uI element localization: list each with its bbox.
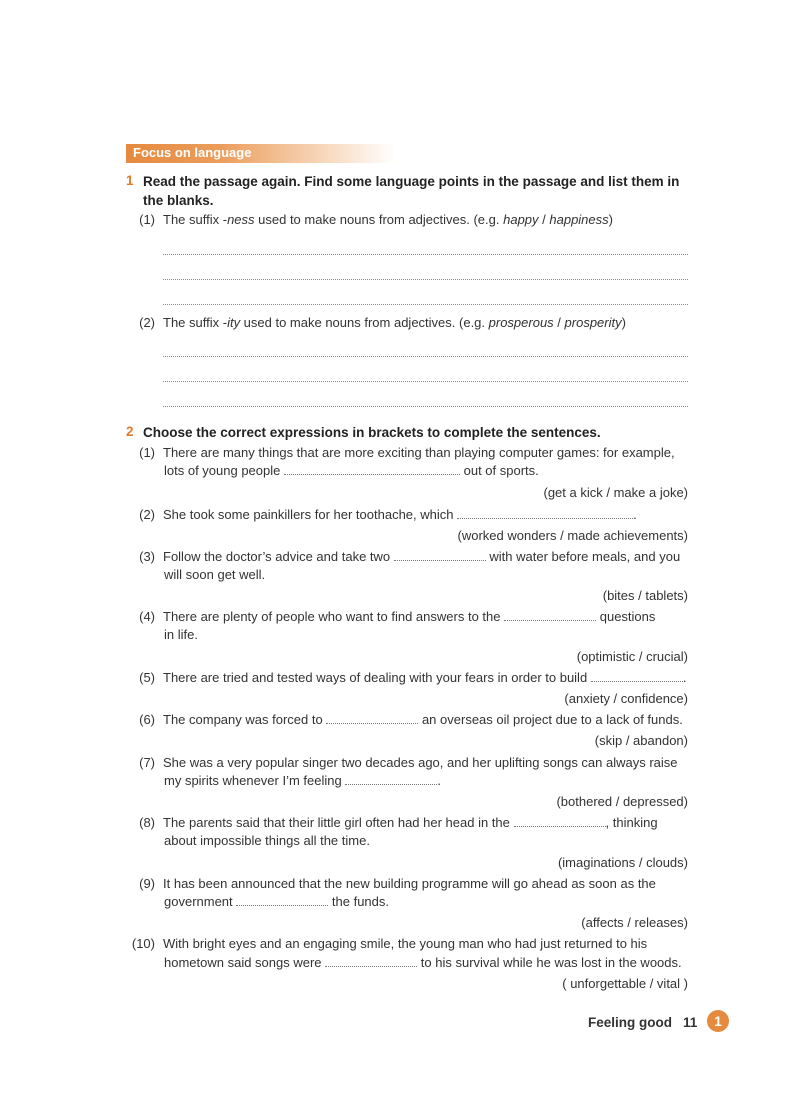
ex2-item-4-number: (4) (139, 609, 155, 624)
ex2-item-2-line1: She took some painkillers for her toothache, which . (163, 507, 637, 522)
ex2-item-7-line2: my spirits whenever I’m feeling . (164, 773, 441, 788)
ex2-item-1-line2: lots of young people out of sports. (164, 463, 539, 478)
ex2-item-5-line1: There are tried and tested ways of dealing with your fears in order to build . (163, 670, 687, 685)
ex2-item-3-number: (3) (139, 549, 155, 564)
answer-line[interactable] (163, 304, 688, 305)
ex2-item-7-number: (7) (139, 755, 155, 770)
ex2-item-7-options: (bothered / depressed) (556, 794, 688, 809)
unit-badge: 1 (707, 1010, 729, 1032)
answer-blank[interactable] (326, 712, 418, 724)
ex1-item-1-number: (1) (139, 212, 155, 227)
answer-line[interactable] (163, 279, 688, 280)
ex2-item-10-line2: hometown said songs were to his survival while he was lost in the woods. (164, 955, 682, 970)
ex2-item-9-line1: It has been announced that the new building programme will go ahead as soon as the (163, 876, 656, 891)
ex2-item-2-number: (2) (139, 507, 155, 522)
section-title: Focus on language (133, 145, 252, 160)
ex2-item-4-options: (optimistic / crucial) (576, 649, 688, 664)
ex2-item-9-number: (9) (139, 876, 155, 891)
ex2-item-10-number: (10) (131, 936, 155, 951)
ex2-item-6-line1: The company was forced to an overseas oil project due to a lack of funds. (163, 712, 683, 727)
ex2-item-10-line1: With bright eyes and an engaging smile, the young man who had just returned to his (163, 936, 648, 951)
answer-blank[interactable] (325, 955, 417, 967)
answer-line[interactable] (163, 381, 688, 382)
ex2-item-8-options: (imaginations / clouds) (557, 855, 688, 870)
ex2-item-3-options: (bites / tablets) (602, 588, 688, 603)
ex2-item-4-line1: There are plenty of people who want to find answers to the questions (163, 609, 656, 624)
answer-blank[interactable] (514, 815, 606, 827)
ex2-item-1-number: (1) (139, 445, 155, 460)
ex2-item-9-options: (affects / releases) (581, 915, 688, 930)
answer-line[interactable] (163, 406, 688, 407)
ex2-item-7-line1: She was a very popular singer two decades ago, and her uplifting songs can always raise (163, 755, 678, 770)
ex2-item-5-options: (anxiety / confidence) (564, 691, 688, 706)
ex2-item-9-line2: government the funds. (164, 894, 390, 909)
ex2-item-1-options: (get a kick / make a joke) (543, 485, 688, 500)
exercise-1-instruction: Read the passage again. Find some language points in the passage and list them in the blanks. (143, 174, 680, 208)
answer-line[interactable] (163, 254, 688, 255)
page-number: 11 (683, 1015, 698, 1030)
exercise-2-number: 2 (126, 424, 134, 439)
ex2-item-2-options: (worked wonders / made achievements) (457, 528, 688, 543)
answer-blank[interactable] (457, 507, 633, 519)
section-banner (126, 144, 396, 163)
unit-title: Feeling good (588, 1015, 672, 1030)
ex1-item-2-text: The suffix -ity used to make nouns from adjectives. (e.g. prosperous / prosperity) (163, 315, 626, 330)
answer-blank[interactable] (284, 463, 460, 475)
answer-blank[interactable] (591, 670, 683, 682)
answer-blank[interactable] (394, 549, 486, 561)
ex2-item-3-line1: Follow the doctor’s advice and take two with water before meals, and you (163, 549, 681, 564)
exercise-1-number: 1 (126, 173, 134, 188)
ex2-item-5-number: (5) (139, 670, 155, 685)
answer-blank[interactable] (504, 609, 596, 621)
ex2-item-6-number: (6) (139, 712, 155, 727)
ex1-item-1-text: The suffix -ness used to make nouns from adjectives. (e.g. happy / happiness) (163, 212, 613, 227)
answer-blank[interactable] (345, 773, 437, 785)
ex2-item-6-options: (skip / abandon) (594, 733, 688, 748)
answer-line[interactable] (163, 356, 688, 357)
ex1-item-2-number: (2) (139, 315, 155, 330)
ex2-item-1-line1: There are many things that are more exciting than playing computer games: for example, (163, 445, 675, 460)
ex2-item-4-line2: in life. (164, 627, 198, 642)
ex2-item-8-line2: about impossible things all the time. (164, 833, 370, 848)
exercise-2-instruction: Choose the correct expressions in brackets to complete the sentences. (143, 425, 601, 440)
ex2-item-3-line2: will soon get well. (164, 567, 266, 582)
answer-blank[interactable] (236, 894, 328, 906)
ex2-item-8-line1: The parents said that their little girl often had her head in the , thinking (163, 815, 658, 830)
ex2-item-8-number: (8) (139, 815, 155, 830)
ex2-item-10-options: ( unforgettable / vital ) (562, 976, 688, 991)
